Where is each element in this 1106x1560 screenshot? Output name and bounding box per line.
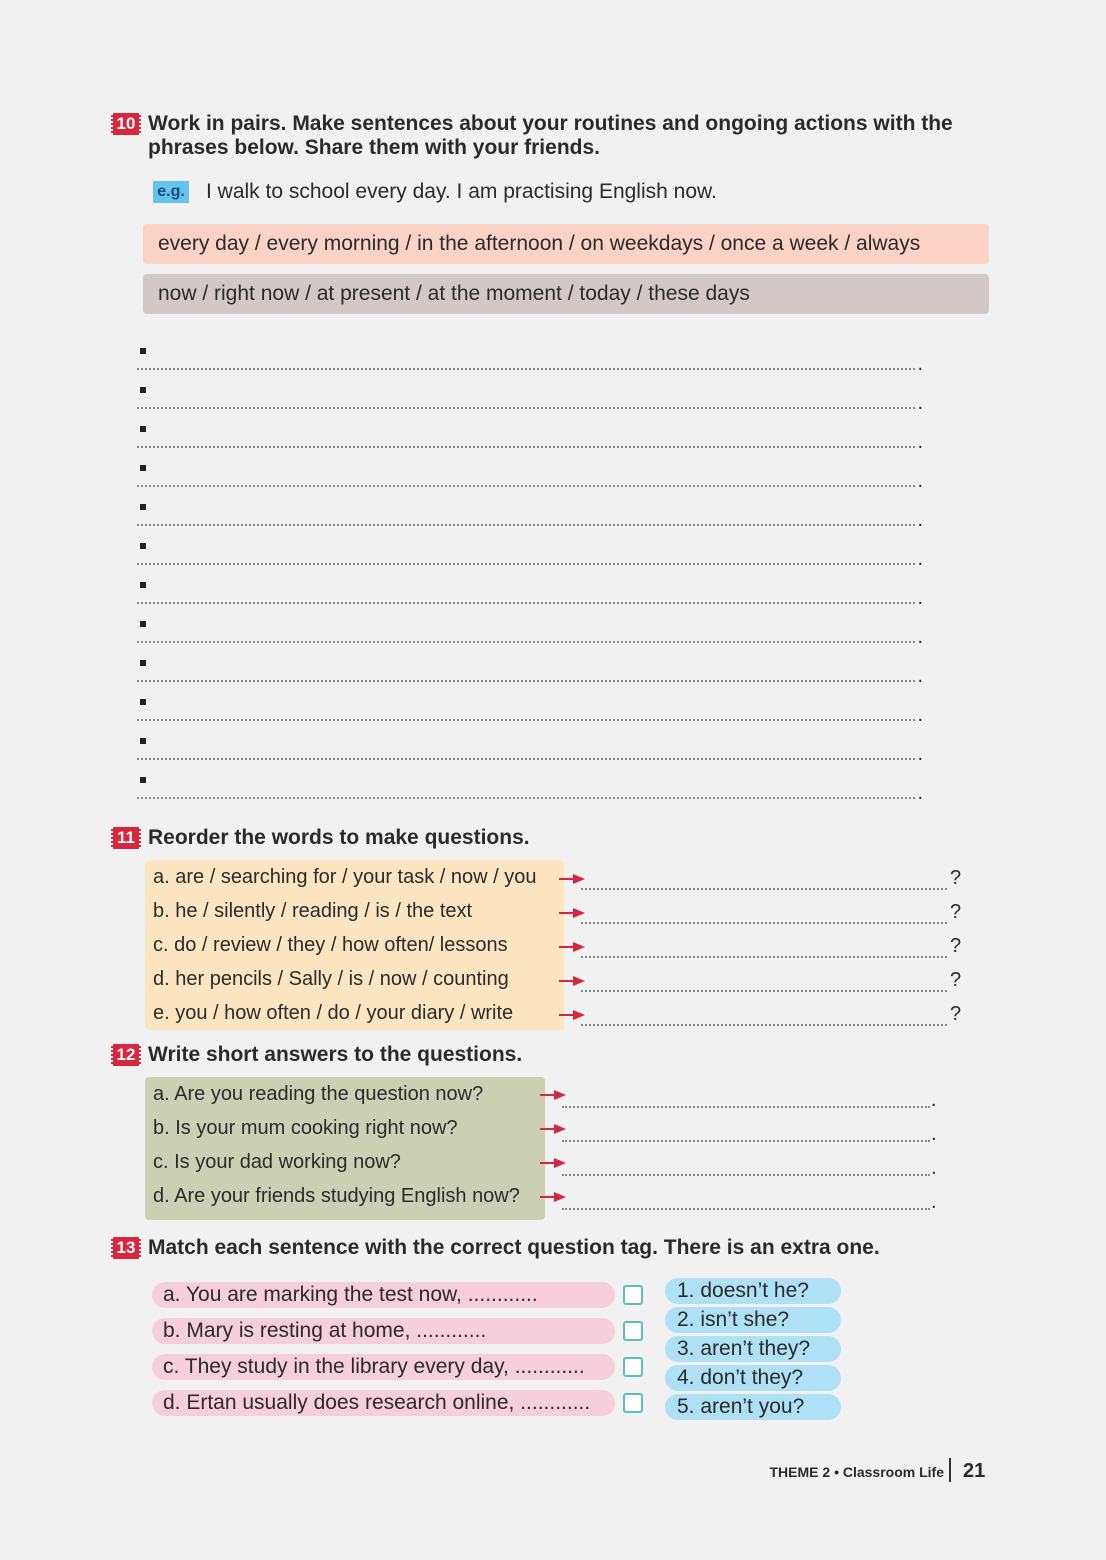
answer-checkbox[interactable] (623, 1393, 643, 1413)
exercise-number-11: 11 (111, 827, 141, 849)
writing-line[interactable] (137, 345, 927, 375)
dotted-line (137, 719, 915, 721)
bullet-icon (140, 504, 146, 510)
answer-line[interactable] (581, 956, 947, 958)
dotted-line (137, 602, 915, 604)
line-end-mark: . (931, 1191, 937, 1213)
answer-line[interactable] (581, 888, 947, 890)
sentence-pill: a. You are marking the test now, ............ (152, 1282, 615, 1308)
answer-checkbox[interactable] (623, 1321, 643, 1341)
reorder-item: c. do / review / they / how often/ lessons (153, 934, 508, 956)
footer-theme: THEME 2 • Classroom Life (769, 1464, 944, 1480)
dotted-line (137, 797, 915, 799)
dotted-line (137, 446, 915, 448)
reorder-item: d. her pencils / Sally / is / now / counting (153, 968, 509, 990)
answer-line[interactable] (581, 922, 947, 924)
line-end-mark: . (917, 665, 923, 687)
line-end-mark: . (917, 626, 923, 648)
answer-line[interactable] (562, 1208, 930, 1210)
question-tag-pill: 1. doesn’t he? (665, 1278, 841, 1304)
line-end-mark: . (931, 1089, 937, 1111)
writing-line[interactable] (137, 501, 927, 531)
bullet-icon (140, 699, 146, 705)
bullet-icon (140, 543, 146, 549)
answer-line[interactable] (562, 1106, 930, 1108)
bullet-icon (140, 660, 146, 666)
line-end-mark: . (917, 548, 923, 570)
question-tag-pill: 2. isn’t she? (665, 1307, 841, 1333)
question-mark: ? (950, 969, 962, 991)
exercise-11-instruction: Reorder the words to make questions. (148, 826, 530, 849)
dotted-line (137, 368, 915, 370)
exercise-12-instruction: Write short answers to the questions. (148, 1043, 523, 1066)
arrow-right-icon (540, 1088, 566, 1100)
question-mark: ? (950, 935, 962, 957)
routine-phrases-box: every day / every morning / in the afternoon / on weekdays / once a week / always (143, 224, 989, 264)
line-end-mark: . (917, 353, 923, 375)
exercise-13-instruction: Match each sentence with the correct question tag. There is an extra one. (148, 1236, 880, 1259)
exercise-number-13: 13 (111, 1237, 141, 1259)
example-badge: e.g. (153, 181, 189, 203)
dotted-line (137, 524, 915, 526)
exercise-number-12: 12 (111, 1044, 141, 1066)
line-end-mark: . (931, 1157, 937, 1179)
answer-checkbox[interactable] (623, 1285, 643, 1305)
bullet-icon (140, 621, 146, 627)
dotted-line (137, 563, 915, 565)
question-mark: ? (950, 901, 962, 923)
dotted-line (137, 680, 915, 682)
question-tag-pill: 4. don’t they? (665, 1365, 841, 1391)
arrow-right-icon (540, 1190, 566, 1202)
answer-line[interactable] (562, 1140, 930, 1142)
line-end-mark: . (917, 704, 923, 726)
reorder-item: a. are / searching for / your task / now / you (153, 866, 537, 888)
footer-separator (949, 1458, 951, 1482)
question-item: d. Are your friends studying English now? (153, 1185, 520, 1207)
exercise-number-10: 10 (111, 113, 141, 135)
dotted-line (137, 641, 915, 643)
question-item: c. Is your dad working now? (153, 1151, 401, 1173)
arrow-right-icon (559, 940, 585, 952)
example-sentence: I walk to school every day. I am practising English now. (206, 180, 717, 203)
line-end-mark: . (917, 509, 923, 531)
bullet-icon (140, 348, 146, 354)
answer-line[interactable] (581, 990, 947, 992)
line-end-mark: . (917, 392, 923, 414)
bullet-icon (140, 738, 146, 744)
writing-line[interactable] (137, 774, 927, 804)
exercise-10-instruction: Work in pairs. Make sentences about your routines and ongoing actions with the phrases below. Share them with your friends. (148, 112, 953, 159)
line-end-mark: . (917, 782, 923, 804)
question-tag-pill: 3. aren’t they? (665, 1336, 841, 1362)
answer-line[interactable] (562, 1174, 930, 1176)
bullet-icon (140, 426, 146, 432)
reorder-item: e. you / how often / do / your diary / write (153, 1002, 514, 1024)
writing-line[interactable] (137, 657, 927, 687)
arrow-right-icon (559, 974, 585, 986)
dotted-line (137, 485, 915, 487)
writing-line[interactable] (137, 462, 927, 492)
writing-line[interactable] (137, 579, 927, 609)
writing-line[interactable] (137, 618, 927, 648)
arrow-right-icon (559, 1008, 585, 1020)
arrow-right-icon (540, 1122, 566, 1134)
dotted-line (137, 407, 915, 409)
question-item: b. Is your mum cooking right now? (153, 1117, 458, 1139)
line-end-mark: . (917, 431, 923, 453)
writing-line[interactable] (137, 696, 927, 726)
line-end-mark: . (931, 1123, 937, 1145)
question-tag-pill: 5. aren’t you? (665, 1394, 841, 1420)
line-end-mark: . (917, 470, 923, 492)
reorder-item: b. he / silently / reading / is / the text (153, 900, 473, 922)
bullet-icon (140, 387, 146, 393)
sentence-pill: b. Mary is resting at home, ............ (152, 1318, 615, 1344)
sentence-pill: c. They study in the library every day, ............ (152, 1354, 615, 1380)
answer-checkbox[interactable] (623, 1357, 643, 1377)
line-end-mark: . (917, 743, 923, 765)
sentence-pill: d. Ertan usually does research online, ............ (152, 1390, 615, 1416)
bullet-icon (140, 582, 146, 588)
arrow-right-icon (559, 906, 585, 918)
writing-line[interactable] (137, 540, 927, 570)
question-mark: ? (950, 1003, 962, 1025)
writing-line[interactable] (137, 423, 927, 453)
bullet-icon (140, 777, 146, 783)
page-number: 21 (963, 1460, 986, 1482)
writing-line[interactable] (137, 735, 927, 765)
arrow-right-icon (540, 1156, 566, 1168)
line-end-mark: . (917, 587, 923, 609)
question-mark: ? (950, 867, 962, 889)
ongoing-phrases-box: now / right now / at present / at the moment / today / these days (143, 274, 989, 314)
answer-line[interactable] (581, 1024, 947, 1026)
question-item: a. Are you reading the question now? (153, 1083, 484, 1105)
dotted-line (137, 758, 915, 760)
writing-line[interactable] (137, 384, 927, 414)
arrow-right-icon (559, 872, 585, 884)
bullet-icon (140, 465, 146, 471)
